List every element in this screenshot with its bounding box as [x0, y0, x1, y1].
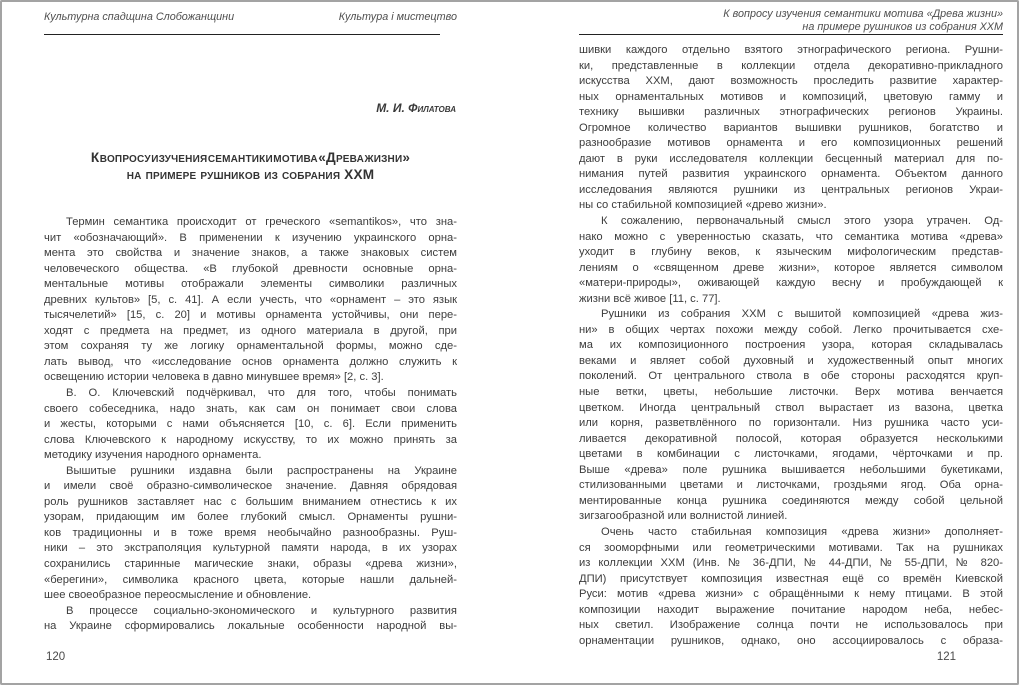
- body-line: Вышитые рушники издавна были распространены на Украине: [66, 464, 457, 477]
- body-line: шивки каждого отдельно взятого этнографического региона. Рушни-: [579, 44, 1003, 56]
- article-title-line-1: К вопросу изучения семантики мотива «Древа жизни»: [90, 150, 411, 165]
- body-paragraph: [44, 464, 457, 604]
- running-header-title-line-1: К вопросу изучения семантики мотива «Древа жизни»: [723, 8, 1003, 20]
- body-line: этом сохраняя ту же логику орнаментальной формы, можно сде-: [44, 340, 457, 353]
- body-line: на Украине сформировались локальные особенности народной вы-: [44, 620, 457, 633]
- author-name: М. И. Филатова: [376, 101, 456, 115]
- body-line: ходят с предмета на предмет, из одного материала в другой, при: [44, 324, 457, 337]
- header-rule: [579, 34, 1003, 35]
- body-line: шее своеобразное переосмысление и обновление.: [44, 589, 312, 602]
- body-paragraph: [44, 386, 457, 464]
- body-line: «берегини», символика красного цвета, которые нашли дальней-: [44, 573, 457, 586]
- body-line: исследования являются рушники из центральных регионов Украи-: [579, 183, 1003, 196]
- body-line: своего собеседника, надо знать, как сам он понимает свои слова: [44, 402, 457, 415]
- body-line: Рушники из собрания ХХМ с вышитой композицией «древа жиз-: [601, 308, 1003, 321]
- running-header-section: Культура і мистецтво: [338, 11, 457, 23]
- body-line: В. О. Ключевский подчёркивал, что для того, чтобы понимать: [66, 387, 457, 400]
- body-line: нако можно с уверенностью сказать, что семантика мотива «древа»: [579, 230, 1003, 243]
- body-line: Руси: мотив «древа жизни» с обращёнными к нему птицами. В этой: [579, 588, 1003, 601]
- article-title: [44, 149, 457, 183]
- body-line: мента это свойства и значение знаков, а также знаковых систем: [44, 247, 457, 260]
- running-header-series: Культурна спадщина Слобожанщини: [44, 11, 235, 23]
- body-paragraph: [44, 604, 457, 635]
- article-title-line-2: на примере рушников из собрания ХХМ: [126, 167, 375, 182]
- body-line: зигзагообразной или волнистой линией.: [579, 510, 788, 523]
- body-line: древних культов» [5, с. 41]. А если учесть, что «орнамент – это язык: [44, 293, 457, 306]
- body-line: цветком. Иногда центральный ствол вырастает из вазона, цветка: [579, 401, 1003, 414]
- body-line: ных орнаментальных мотивов и композиций, цветовую гамму и: [579, 90, 1003, 103]
- body-line: ники – это экстраполяция культурной памяти народа, в их узорах: [44, 542, 457, 555]
- body-line: «матери-природы», оживающей каждую весну и пробуждающей к: [579, 277, 1003, 290]
- body-line: жизни всё живое [11, с. 77].: [579, 292, 721, 305]
- body-paragraph: [579, 525, 1003, 649]
- body-line: узорам, придающим им более глубокий смысл. Орнаменты рушни-: [44, 511, 457, 524]
- header-rule: [44, 34, 440, 35]
- body-text-right: [579, 43, 1003, 649]
- body-line: цветами в комбинации с листочками, ягодами, чёрточками и пр.: [579, 448, 1003, 461]
- body-line: В процессе социально-экономического и культурного развития: [66, 604, 457, 617]
- body-line: лениям о «священном древе жизни», которое является символом: [579, 261, 1003, 274]
- body-line: нимания путей развития украинского орнамента. Объектом данного: [579, 168, 1003, 181]
- body-line: или корня, разветвлённого по горизонтали. Низ рушника часто уси-: [579, 417, 1003, 430]
- body-paragraph: [579, 43, 1003, 214]
- body-line: разнообразие мотивов орнамента и его композиционных решений: [579, 137, 1003, 150]
- running-header-left: [44, 11, 457, 24]
- body-line: из коллекции ХХМ (Инв. № 36-ДПИ, № 44-ДПИ, № 55-ДПИ, № 820-: [579, 557, 1003, 570]
- body-line: человеческого общества. «В глубокой древности основные орна-: [44, 262, 457, 275]
- body-line: ков традиционны и в тоже время необычайно разнообразны. Руш-: [44, 526, 457, 539]
- body-line: и жесты, которыми с нами объясняется [10, с. 6]. Если применить: [44, 418, 457, 431]
- body-line: Очень часто стабильная композиция «древа жизни» дополняет-: [601, 525, 1003, 538]
- page-number-right: 121: [936, 651, 956, 663]
- body-line: уходит в глубину веков, к языческим мифологическим представ-: [579, 246, 1003, 259]
- body-line: сохранились старинные магические знаки, образы «древа жизни»,: [44, 558, 457, 571]
- body-line: орнаментации рушников, однако, оно ассоциировалось с образа-: [579, 634, 1003, 647]
- running-header-title-line-2: на примере рушников из собрания ХХМ: [802, 20, 1003, 33]
- body-line: Огромное количество вариантов вышивки рушников, богатство и: [579, 121, 1003, 134]
- body-line: ные ветки, цветы, небольшие листочки. Верх мотива венчается: [579, 386, 1003, 399]
- body-line: искусства ХХМ, дают возможность проследить развитие характер-: [579, 75, 1003, 88]
- body-line: ДПИ) присутствует композиция известная ещё со времён Киевской: [579, 572, 1003, 585]
- body-paragraph: [44, 215, 457, 386]
- body-line: ма их композиционного построения узора, которая складывалась: [579, 339, 1003, 352]
- body-line: поколений. От центрального ствола в обе стороны расходятся круп-: [579, 370, 1003, 383]
- body-text-left: [44, 215, 457, 635]
- running-header-right: [579, 8, 1003, 33]
- body-line: ных светил. Изображение солнца почти не использовалось при: [579, 619, 1003, 632]
- body-line: стилизованными цветами и листочками, гроздьями ягод. Оба орна-: [579, 479, 1003, 492]
- body-line: веками и являет собой духовный и художественный опыт многих: [579, 354, 1003, 367]
- body-line: К сожалению, первоначальный смысл этого узора утрачен. Од-: [601, 215, 1003, 228]
- body-line: ни» в общих чертах похожи между собой. Легко прочитывается схе-: [579, 323, 1003, 336]
- body-line: слова Ключевского к народному искусству, то их можно принять за: [44, 433, 457, 446]
- body-line: ся зооморфными или геометрическими мотивами. Так на рушниках: [579, 541, 1003, 554]
- body-line: ментальные мотивы отображали элементы символики различных: [44, 278, 457, 291]
- body-line: Термин семантика происходит от греческого «semantikos», что зна-: [66, 216, 457, 228]
- body-line: лать вывод, что «исследование основ орнамента должно служить к: [44, 355, 457, 368]
- body-line: дают в руки исследователя коллекции бесценный материал для по-: [579, 152, 1003, 165]
- body-line: технику вышивки различных этнографических регионов Украины.: [579, 106, 1003, 119]
- body-paragraph: [579, 307, 1003, 525]
- body-paragraph: [579, 214, 1003, 307]
- body-line: ны со стабильной композицией «древо жизни».: [579, 199, 827, 212]
- body-line: тысячелетий» [15, с. 20] и мотивы орнамента устойчивы, они пере-: [44, 309, 457, 322]
- body-line: ливается декоративной полосой, которая образуется несколькими: [579, 432, 1003, 445]
- body-line: и имели своё образно-символическое значение. Давняя обрядовая: [44, 480, 457, 493]
- body-line: ки, представленные в коллекции отдела декоративно-прикладного: [579, 59, 1003, 72]
- page-left: [44, 2, 457, 683]
- body-line: методику изучения народного орнамента.: [44, 449, 262, 462]
- body-line: освещению истории человека в давно минувшее время» [2, с. 3].: [44, 371, 384, 384]
- body-line: Выше «древа» поле рушника вышивается небольшими букетиками,: [579, 463, 1003, 476]
- page-number-left: 120: [46, 651, 66, 663]
- body-line: роль рушников заставляет нас с большим вниманием отнестись к их: [44, 495, 457, 508]
- page-right: [579, 2, 1003, 683]
- body-line: ментированные конца рушника соединяются между собой цельной: [579, 494, 1003, 507]
- body-line: чит «обозначающий». В применении к изучению украинского орна-: [44, 231, 457, 244]
- body-line: композиции находит выражение почитание народом неба, небес-: [579, 603, 1003, 616]
